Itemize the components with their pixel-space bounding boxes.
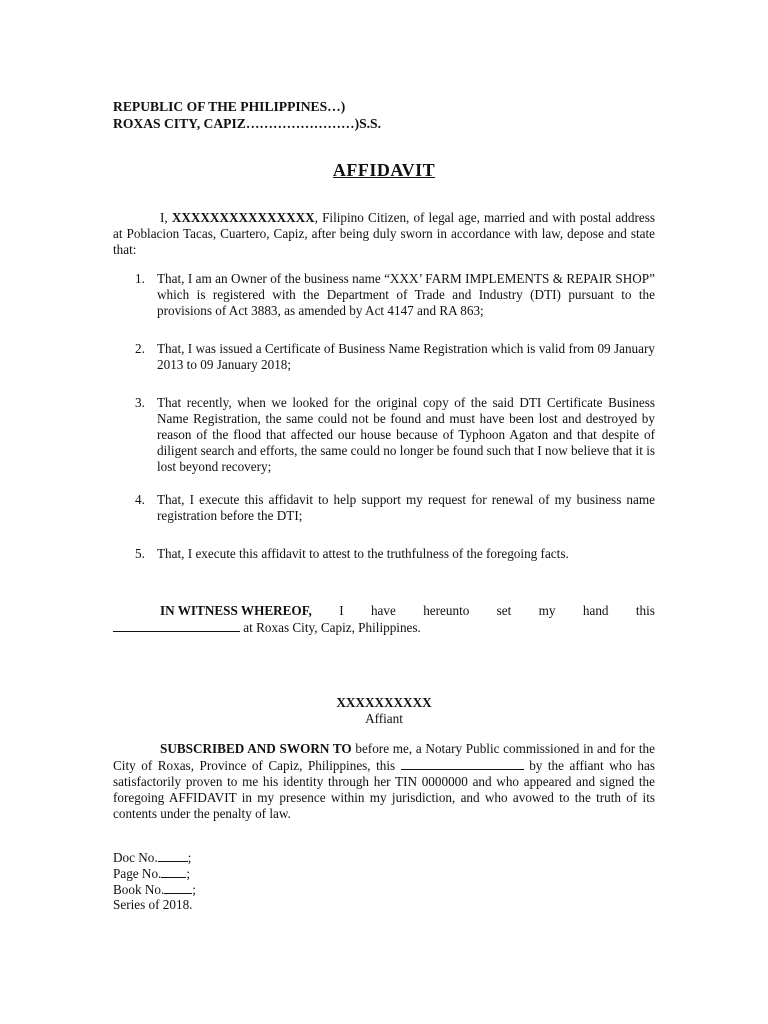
header-line-1: REPUBLIC OF THE PHILIPPINES…) [113,99,346,114]
doc-blank[interactable] [158,849,188,862]
affiant-name-intro: XXXXXXXXXXXXXXX [171,210,315,225]
book-blank[interactable] [164,881,192,894]
jurat-part-1: before me, a Notary Public commissioned in and for the City of Roxas, Province of Capiz, Philippines, this [113,741,655,773]
book-sep: ; [192,882,196,897]
witness-line-2 [113,619,655,636]
jurat-date-blank[interactable] [401,757,524,770]
witness-paragraph [113,603,655,636]
witness-word: I [339,603,344,618]
page-number [113,865,190,882]
doc-number [113,849,191,866]
page-label: Page No. [113,866,162,881]
item-number: 5. [135,546,145,561]
item-number: 2. [135,341,145,356]
witness-word: set [496,603,512,618]
witness-word: hand [582,603,609,618]
witness-bold: IN WITNESS WHEREOF, [160,603,312,618]
doc-label: Doc No. [113,850,158,865]
item-text: That, I execute this affidavit to attest to the truthfulness of the foregoing facts. [157,546,569,561]
affiant-label: Affiant [365,711,403,726]
item-text: That recently, when we looked for the original copy of the said DTI Certificate Business Name Registration, the same could not be found and must have been lost and destroyed by reason of the flood that affected our house because of Typhoon Agaton and that despite of diligent search and efforts, the same could no longer be found such that I now believe that it is lost beyond recovery; [157,395,655,474]
series-year: Series of 2018. [113,897,193,912]
date-blank[interactable] [113,619,240,632]
witness-word: this [635,603,655,618]
item-number: 1. [135,271,145,286]
page-blank[interactable] [161,865,186,878]
item-number: 3. [135,395,145,410]
document-title: AFFIDAVIT [332,160,436,180]
header-line-2: ROXAS CITY, CAPIZ……………………)S.S. [113,116,382,131]
jurat-bold: SUBSCRIBED AND SWORN TO [160,741,352,756]
intro-lead: I, [160,210,172,225]
jurat-part-2: by the affiant who has satisfactorily proven to me his identity through her TIN 0000000 and who appeared and signed the foregoing AFFIDAVIT in my presence within my jurisdiction, and who avowed to the truth of its contents under the penalty of law. [113,758,656,821]
affiant-name: XXXXXXXXXX [336,695,432,710]
intro-paragraph [113,210,655,258]
item-text: That, I was issued a Certificate of Business Name Registration which is valid from 09 January 2013 to 09 January 2018; [157,341,655,372]
witness-word: hereunto [423,603,470,618]
witness-word: my [538,603,556,618]
intro-rest: , Filipino Citizen, of legal age, married and with postal address at Poblacion Tacas, Cuartero, Capiz, after being duly sworn in accordance with law, depose and state that: [113,210,655,257]
witness-place: at Roxas City, Capiz, Philippines. [240,620,421,635]
item-number: 4. [135,492,145,507]
witness-word: have [370,603,396,618]
item-text: That, I execute this affidavit to help support my request for renewal of my business name registration before the DTI; [157,492,655,523]
book-number [113,881,196,898]
book-label: Book No. [113,882,165,897]
item-text: That, I am an Owner of the business name “XXX’ FARM IMPLEMENTS & REPAIR SHOP” which is registered with the Department of Trade and Industry (DTI) pursuant to the provisions of Act 3883, as amended by Act 4147 and RA 863; [157,271,655,318]
page-sep: ; [186,866,191,881]
doc-sep: ; [187,850,192,865]
jurat-paragraph [113,741,655,822]
witness-line-1 [113,603,655,619]
